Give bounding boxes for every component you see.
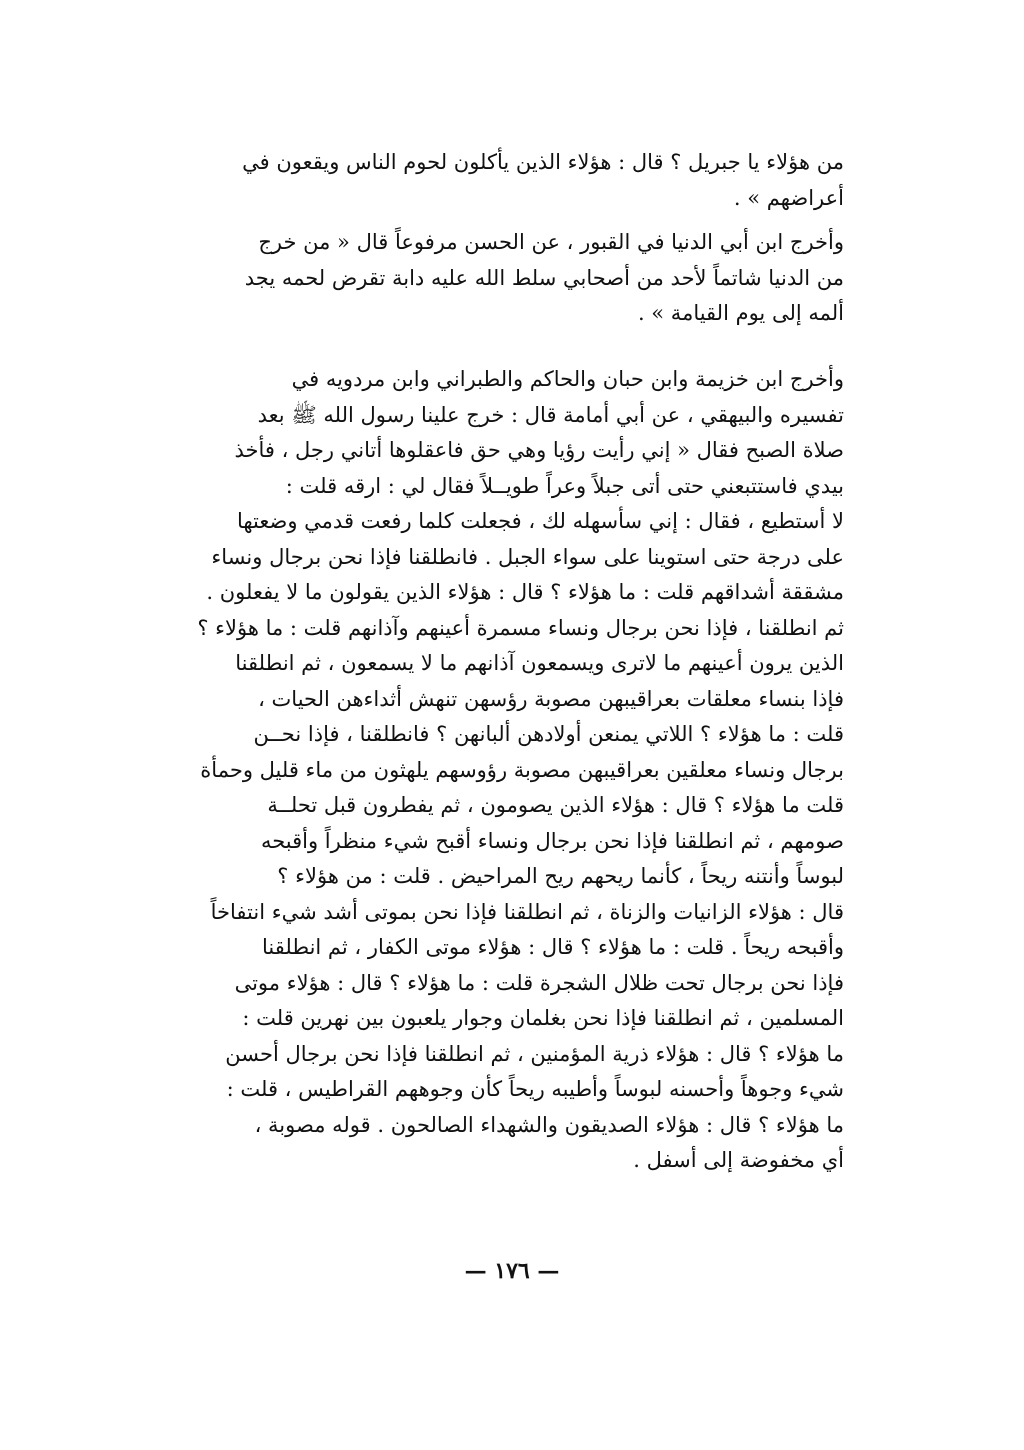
- text-line: أي مخفوضة إلى أسفل .: [633, 1148, 844, 1172]
- text-line: المسلمين ، ثم انطلقنا فإذا نحن بغلمان وجوار يلعبون بين نهرين قلت :: [242, 1006, 844, 1030]
- text-line: قلت ما هؤلاء ؟ قال : هؤلاء الذين يصومون ، ثم يفطرون قبل تحلــة: [267, 793, 844, 817]
- text-line: برجال ونساء معلقين بعراقيبهن مصوبة رؤوسهم يلهثون من ماء قليل وحمأة: [200, 757, 844, 782]
- text-line: قلت : ما هؤلاء ؟ اللاتي يمنعن أولادهن ألبانهن ؟ فانطلقنا ، فإذا نحــن: [253, 722, 844, 746]
- text-line: الذين يرون أعينهم ما لاترى ويسمعون آذانهم ما لا يسمعون ، ثم انطلقنا: [235, 651, 844, 675]
- text-line: على درجة حتى استوينا على سواء الجبل . فانطلقنا فإذا نحن برجال ونساء: [211, 544, 844, 569]
- text-line: ما هؤلاء ؟ قال : هؤلاء ذرية المؤمنين ، ثم انطلقنا فإذا نحن برجال أحسن: [225, 1041, 844, 1066]
- text-line: تفسيره والبيهقي ، عن أبي أمامة قال : خرج علينا رسول الله ﷺ بعد: [257, 402, 844, 427]
- paragraph-1: [180, 145, 844, 216]
- text-line: من الدنيا شاتماً لأحد من أصحابي سلط الله عليه دابة تقرض لحمه يجد: [244, 265, 844, 290]
- text-line: وأخرج ابن خزيمة وابن حبان والحاكم والطبراني وابن مردويه في: [291, 367, 844, 391]
- text-line: أعراضهم » .: [733, 185, 844, 210]
- paragraph-3: [180, 362, 844, 1179]
- text-line: لا أستطيع ، فقال : إني سأسهله لك ، فجعلت كلما رفعت قدمي وضعتها: [236, 509, 844, 533]
- text-line: مشققة أشداقهم قلت : ما هؤلاء ؟ قال : هؤلاء الذين يقولون ما لا يفعلون .: [206, 580, 844, 604]
- paragraph-2: [180, 225, 844, 332]
- text-line: وأخرج ابن أبي الدنيا في القبور ، عن الحسن مرفوعاً قال « من خرج: [258, 230, 844, 254]
- text-line: فإذا نحن برجال تحت ظلال الشجرة قلت : ما هؤلاء ؟ قال : هؤلاء موتى: [234, 970, 844, 995]
- text-line: فإذا بنساء معلقات بعراقيبهن مصوبة رؤسهن تنهش أثداءهن الحيات ،: [258, 686, 844, 711]
- page-number: — ١٧٦ —: [464, 1258, 560, 1284]
- text-line: وأقبحه ريحاً . قلت : ما هؤلاء ؟ قال : هؤلاء موتى الكفار ، ثم انطلقنا: [262, 935, 844, 959]
- text-line: ما هؤلاء ؟ قال : هؤلاء الصديقون والشهداء الصالحون . قوله مصوبة ،: [254, 1112, 844, 1137]
- text-line: لبوساً وأنتنه ريحاً ، كأنما ريحهم ريح المراحيض . قلت : من هؤلاء ؟: [277, 864, 844, 888]
- text-line: من هؤلاء يا جبريل ؟ قال : هؤلاء الذين يأكلون لحوم الناس ويقعون في: [242, 150, 844, 174]
- text-line: ألمه إلى يوم القيامة » .: [637, 301, 844, 325]
- text-line: شيء وجوهاً وأحسنه لبوساً وأطيبه ريحاً كأن وجوههم القراطيس ، قلت :: [226, 1077, 844, 1101]
- text-line: قال : هؤلاء الزانيات والزناة ، ثم انطلقنا فإذا نحن بموتى أشد شيء انتفاخاً: [210, 899, 844, 924]
- text-line: بيدي فاستتبعني حتى أتى جبلاً وعراً طويــلاً فقال لي : ارقه قلت :: [285, 473, 844, 498]
- text-line: صومهم ، ثم انطلقنا فإذا نحن برجال ونساء أقبح شيء منظراً وأقبحه: [260, 828, 844, 853]
- text-line: صلاة الصبح فقال « إني رأيت رؤيا وهي حق فاعقلوها أتاني رجل ، فأخذ: [234, 438, 844, 462]
- text-line: ثم انطلقنا ، فإذا نحن برجال ونساء مسمرة أعينهم وآذانهم قلت : ما هؤلاء ؟: [197, 615, 844, 640]
